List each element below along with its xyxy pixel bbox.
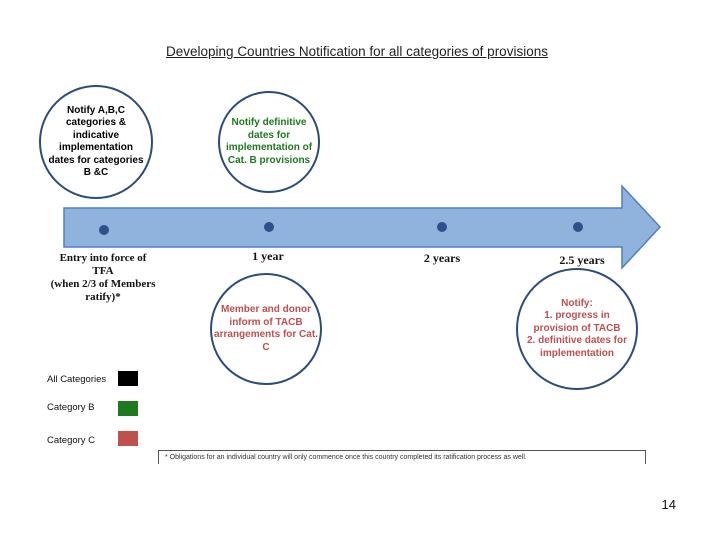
circle-text-all-categories: Notify A,B,C categories & indicative implementation dates for categories B &C [48, 104, 144, 178]
legend-swatch-all-categories [118, 371, 138, 386]
legend-label-category-c: Category C [47, 435, 96, 446]
page-number: 14 [661, 497, 676, 512]
circle-text-category-b-c: Notify: 1. progress in provision of TACB 2. definitive dates for implementation [526, 297, 628, 359]
legend-label-all-categories: All Categories [47, 374, 107, 385]
legend-swatch-category-c [118, 431, 138, 446]
timeline-label-2-years: 2 years [423, 251, 461, 265]
timeline-point-2-years [437, 222, 447, 232]
timeline-label-2-5-years: 2.5 years [559, 253, 605, 267]
circle-text-category-b: Notify definitive dates for implementation of Cat. B provisions [225, 117, 313, 166]
legend-label-category-b: Category B [47, 402, 95, 413]
slide-title: Developing Countries Notification for all categories of provisions [166, 44, 548, 59]
legend-swatch-category-b [118, 401, 138, 416]
footnote: * Obligations for an individual country will only commence once this country completed its ratification process as well. [158, 450, 646, 464]
timeline-label-1-year: 1 year [252, 249, 284, 263]
timeline-label-entry: Entry into force of TFA (when 2/3 of Members ratify)* [50, 252, 156, 303]
timeline-point-1-year [264, 222, 274, 232]
circle-text-category-c: Member and donor inform of TACB arrangements for Cat. C [214, 304, 318, 353]
timeline-point-2-5-years [573, 222, 583, 232]
timeline-point-entry [99, 225, 109, 235]
